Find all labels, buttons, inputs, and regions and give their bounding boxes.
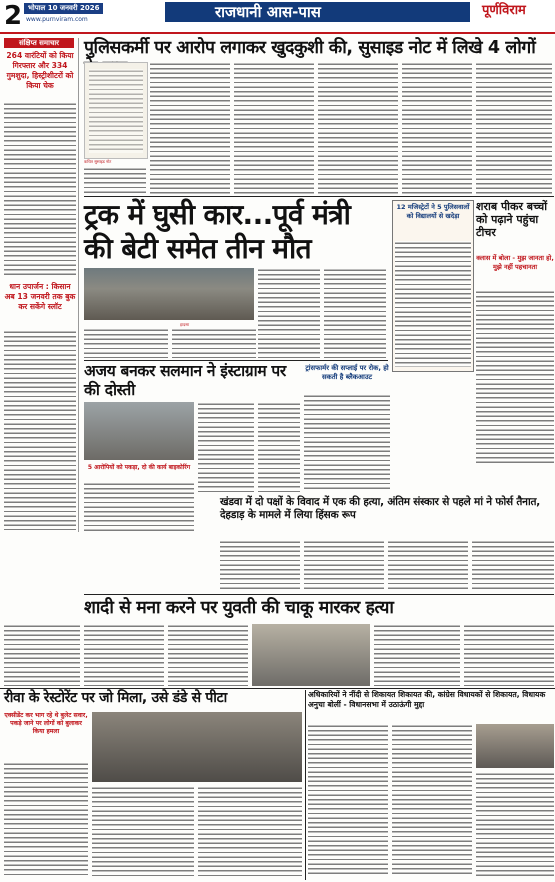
knife-body-col1 bbox=[4, 624, 80, 686]
lead-body-col3 bbox=[234, 62, 314, 195]
complaint-body-col3 bbox=[476, 772, 554, 876]
khandwa-headline: खंडवा में दो पक्षों के विवाद में एक की हत्या, अंतिम संस्कार से पहले मां ने फोर्स तैनात, देहडाड़ के मामले में लिया हिंसक रूप bbox=[220, 496, 541, 521]
transformer-body bbox=[304, 394, 390, 492]
magistrate-headline: 12 मजिस्ट्रेटों ने 5 पुलिसवालों को विद्यालयों से खदेड़ा bbox=[396, 203, 470, 220]
divider bbox=[0, 688, 555, 689]
lead-headline: पुलिसकर्मी पर आरोप लगाकर खुदकुशी की, सुसाइड नोट में लिखे 4 लोगों bbox=[84, 38, 536, 58]
suicide-note-photo bbox=[84, 62, 148, 159]
salman-body-col1 bbox=[198, 402, 254, 494]
sidebar-item2-body bbox=[4, 330, 76, 530]
knife-body-col2 bbox=[84, 624, 164, 686]
website[interactable]: www.purnviram.com bbox=[26, 16, 88, 23]
restaurant-body-col3 bbox=[198, 786, 302, 876]
section-title: राजधानी आस-पास bbox=[215, 3, 321, 21]
complaint-photo bbox=[476, 724, 554, 768]
salman-body-col2 bbox=[258, 402, 300, 494]
brand-logo: पूर्णविराम bbox=[482, 3, 526, 18]
sidebar-label: संक्षिप्त समाचार bbox=[4, 38, 74, 48]
lead-body-col6 bbox=[476, 62, 552, 195]
divider bbox=[305, 690, 306, 880]
khandwa-body-col1 bbox=[220, 540, 300, 592]
knife-body-col3 bbox=[168, 624, 248, 686]
restaurant-headline: रीवा के रेस्टोरेंट पर जो मिला, उसे डंडे से पीटा bbox=[4, 690, 227, 706]
drunk-teacher-subhead: क्लास में बोला - मुझ जानता हो, मुझे नहीं पहचानता bbox=[476, 254, 554, 271]
accident-body-col1 bbox=[84, 328, 168, 358]
date-line: भोपाल 10 जनवरी 2026 bbox=[24, 3, 103, 14]
salman-body-col3 bbox=[84, 482, 194, 532]
drunk-teacher-headline: शराब पीकर बच्चों को पढ़ाने पहुंचा टीचर bbox=[476, 200, 548, 239]
khandwa-body-col3 bbox=[388, 540, 468, 592]
photo-caption: कथित सुसाइड नोट bbox=[84, 159, 112, 164]
sidebar-item1-title: 264 वारंटियों को किया गिरफ्तार और 334 गुमशुदा, हिस्ट्रीशीटरों को किया चेक bbox=[6, 51, 74, 90]
sidebar-item1-body bbox=[4, 102, 76, 276]
accident-body-col3 bbox=[258, 268, 320, 358]
khandwa-body-col4 bbox=[472, 540, 554, 592]
lead-body-col5 bbox=[402, 62, 472, 195]
accident-photo bbox=[84, 268, 254, 320]
salman-subhead: 5 आरोपियों को पकड़ा, दो की कार्य बाइकोरिंग bbox=[87, 464, 191, 471]
restaurant-photo bbox=[92, 712, 302, 782]
drunk-teacher-body-col1 bbox=[476, 290, 554, 466]
complaint-body-col2 bbox=[392, 724, 472, 876]
page-number: 2 bbox=[4, 1, 23, 31]
accident-headline: ट्रक में घुसी कार...पूर्व मंत्री की बेटी समेत तीन मौत bbox=[84, 198, 351, 265]
salman-photo bbox=[84, 402, 194, 460]
knife-headline: शादी से मना करने पर युवती की चाकू मारकर हत्या bbox=[84, 598, 394, 618]
knife-body-col4 bbox=[374, 624, 460, 686]
lead-body-col4 bbox=[318, 62, 398, 195]
divider bbox=[84, 196, 554, 197]
magistrate-box bbox=[392, 200, 474, 372]
complaint-headline: अधिकारियों ने नींदी से शिकायत शिकायत की, कांग्रेस विधायकों से शिकायत, विधायक अनुचा बोलीं - विधानसभा में उठाऊंगी मुद्दा bbox=[308, 690, 546, 709]
complaint-body-col1 bbox=[308, 724, 388, 876]
sidebar bbox=[2, 38, 79, 532]
knife-photo bbox=[252, 624, 370, 686]
lead-body-col2 bbox=[150, 62, 230, 195]
accident-caption: हादसा bbox=[180, 322, 190, 327]
lead-body-col1 bbox=[84, 167, 146, 195]
khandwa-body-col2 bbox=[304, 540, 384, 592]
accident-body-col2 bbox=[172, 328, 256, 358]
transformer-headline: ट्रांसफार्मर की सप्लाई पर रोक, हो सकती है ब्लैकआउट bbox=[305, 364, 389, 381]
restaurant-body-col1 bbox=[4, 762, 88, 876]
divider bbox=[84, 594, 554, 595]
restaurant-subhead: एक्सीडेंट कर भाग रहे थे बुलेट सवार, पकड़े जाने पर लोगों को बुलाकर किया हमला bbox=[4, 712, 88, 735]
masthead bbox=[0, 0, 555, 34]
divider bbox=[84, 360, 388, 361]
sidebar-item2-title: धान उपार्जन : किसान अब 13 जनवरी तक बुक कर सकेंगे स्लॉट bbox=[4, 282, 76, 311]
knife-body-col5 bbox=[464, 624, 554, 686]
accident-body-col4 bbox=[324, 268, 386, 358]
restaurant-body-col2 bbox=[92, 786, 194, 876]
salman-headline: अजय बनकर सलमान ने इंस्टाग्राम पर की दोस्ती bbox=[84, 362, 286, 399]
